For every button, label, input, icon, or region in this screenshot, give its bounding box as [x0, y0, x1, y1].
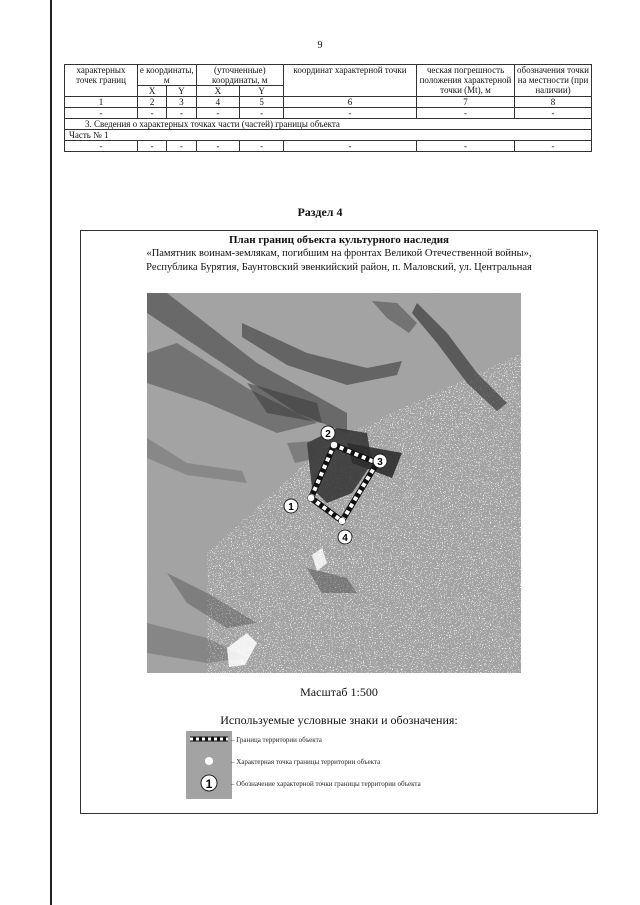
- part-heading: Часть № 1: [65, 130, 592, 141]
- legend-item-point: – Характерная точка границы территории объекта: [231, 758, 381, 766]
- col-header-3: (уточненные) координаты, м: [196, 65, 283, 86]
- num-cell: 4: [196, 97, 240, 108]
- dash-cell: -: [138, 108, 167, 119]
- dash-cell: -: [515, 141, 592, 152]
- col-header-2: е координаты, м: [138, 65, 197, 86]
- dash-cell: -: [65, 108, 138, 119]
- col-y2: Y: [240, 86, 284, 97]
- dash-cell: -: [515, 108, 592, 119]
- legend-icons: [186, 731, 232, 799]
- plan-frame: [80, 230, 598, 814]
- point-label-icon-number: 1: [205, 777, 213, 791]
- point-label: 1: [288, 502, 294, 513]
- legend-svg: [186, 731, 232, 799]
- num-cell: 5: [240, 97, 284, 108]
- legend-item-boundary: – Граница территории объекта: [231, 736, 322, 744]
- num-cell: 8: [515, 97, 592, 108]
- num-cell: 7: [417, 97, 515, 108]
- plan-title: План границ объекта культурного наследия: [229, 234, 449, 246]
- point-label-circle: [284, 499, 298, 513]
- dash-cell: -: [196, 108, 240, 119]
- dash-cell: -: [138, 141, 167, 152]
- section3-heading: 3. Сведения о характерных точках части (частей) границы объекта: [65, 119, 592, 130]
- num-cell: 3: [167, 97, 196, 108]
- num-cell: 2: [138, 97, 167, 108]
- col-x2: X: [196, 86, 240, 97]
- plan-address: Республика Бурятия, Баунтовский эвенкийский район, п. Маловский, ул. Центральная: [146, 262, 532, 273]
- col-header-6: обозначения точки на местности (при наличии): [515, 65, 592, 97]
- point-marker: [331, 442, 338, 449]
- dash-cell: -: [284, 141, 417, 152]
- col-header-5: ческая погрешность положения характерной точки (Mt), м: [417, 65, 515, 97]
- dash-cell: -: [167, 108, 196, 119]
- point-label-circle: [338, 530, 352, 544]
- point-label-circle: [321, 426, 335, 440]
- legend-title: Используемые условные знаки и обозначения:: [220, 713, 458, 727]
- aerial-map: [147, 293, 521, 673]
- point-marker: [339, 518, 346, 525]
- num-cell: 1: [65, 97, 138, 108]
- point-label: 4: [342, 533, 348, 544]
- page-number: 9: [317, 40, 323, 51]
- point-label: 3: [377, 457, 383, 468]
- section-title: Раздел 4: [297, 205, 343, 219]
- point-label: 2: [325, 429, 331, 440]
- dash-cell: -: [417, 141, 515, 152]
- point-icon: [205, 757, 213, 765]
- coordinates-table: [64, 64, 592, 152]
- dash-cell: -: [196, 141, 240, 152]
- map-scale: Масштаб 1:500: [300, 685, 378, 699]
- point-marker: [308, 495, 315, 502]
- map-svg: [147, 293, 521, 673]
- dash-cell: -: [167, 141, 196, 152]
- col-header-1: характерных точек границ: [65, 65, 138, 97]
- dash-cell: -: [240, 141, 284, 152]
- col-header-4: координат характерной точки: [284, 65, 417, 97]
- col-y1: Y: [167, 86, 196, 97]
- dash-cell: -: [284, 108, 417, 119]
- page-margin-line: [50, 0, 52, 905]
- point-label-circle: [373, 454, 387, 468]
- plan-subtitle: «Памятник воинам-землякам, погибшим на фронтах Великой Отечественной войны»,: [146, 248, 532, 259]
- dash-cell: -: [240, 108, 284, 119]
- dash-cell: -: [65, 141, 138, 152]
- num-cell: 6: [284, 97, 417, 108]
- dash-cell: -: [417, 108, 515, 119]
- legend-item-point-label: – Обозначение характерной точки границы территории объекта: [231, 780, 421, 788]
- col-x1: X: [138, 86, 167, 97]
